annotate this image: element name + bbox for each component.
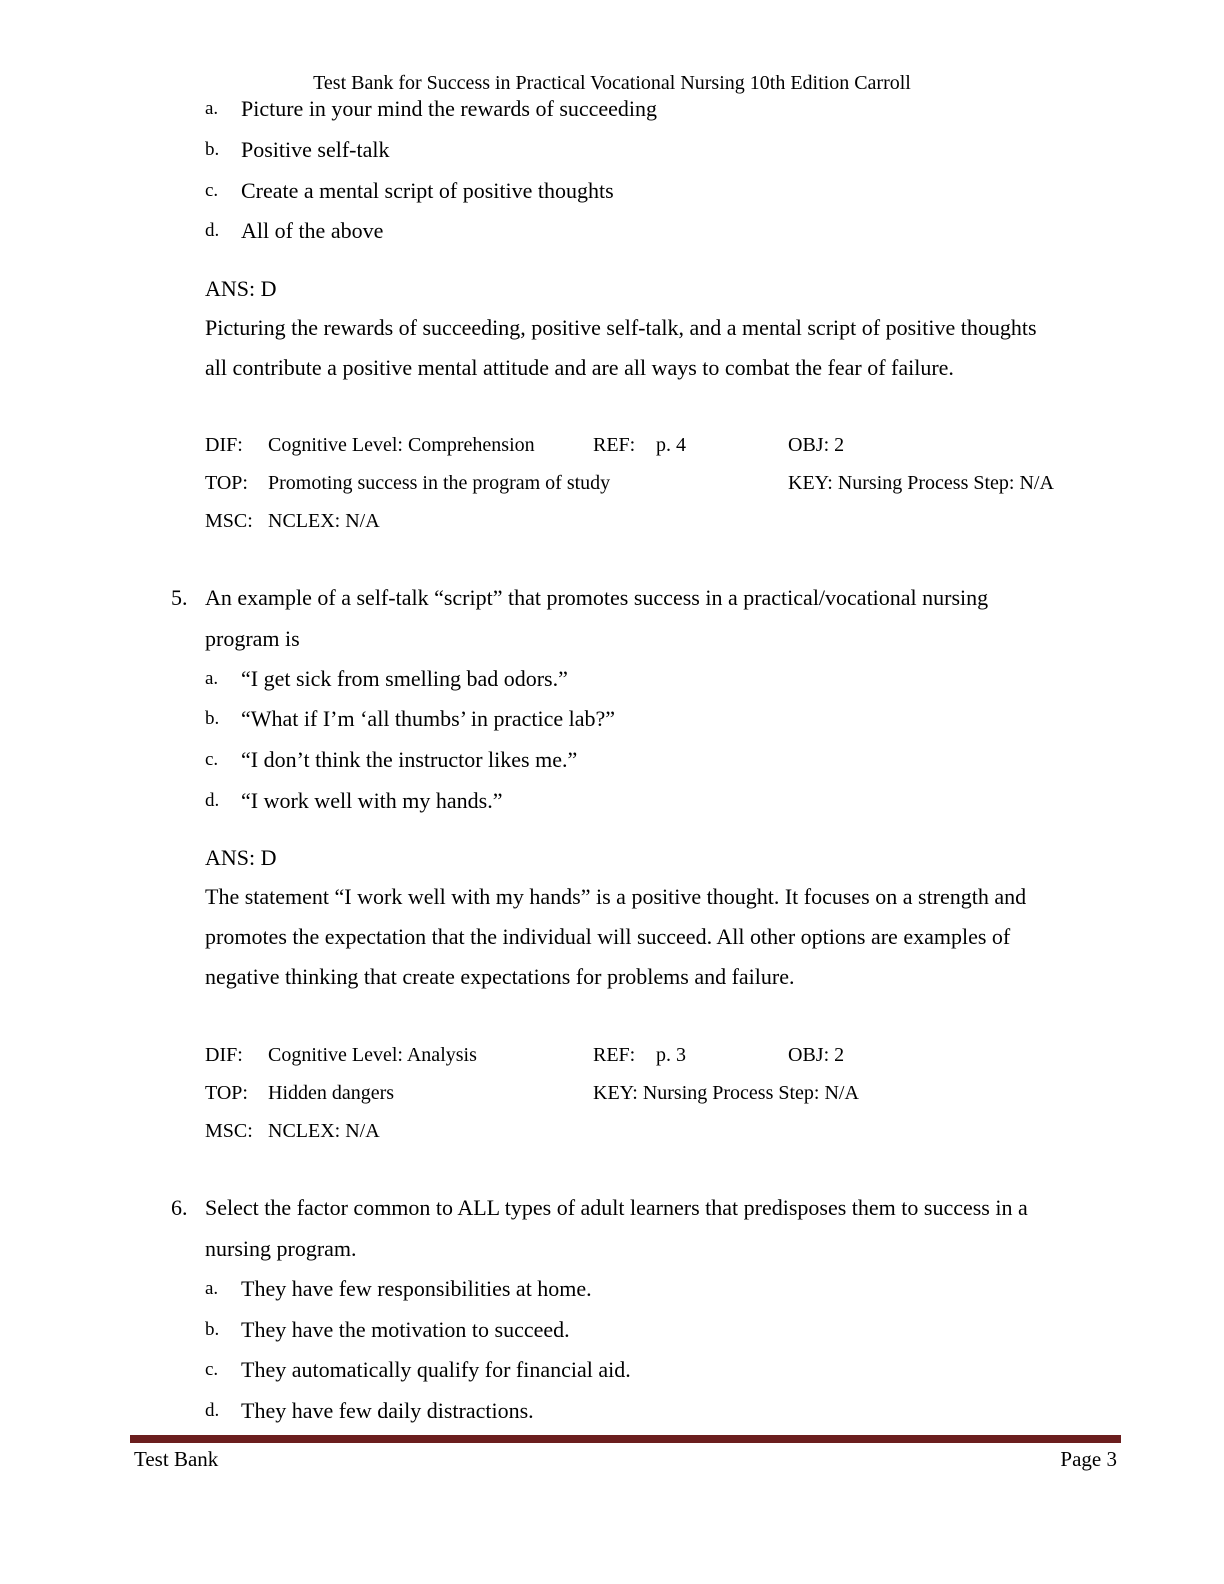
option-letter: d. [205, 790, 220, 811]
msc-label: MSC: [205, 1120, 253, 1142]
rationale-line: all contribute a positive mental attitude and are all ways to combat the fear of failure. [205, 355, 954, 380]
option-text: “I don’t think the instructor likes me.” [241, 747, 578, 772]
top-value: Promoting success in the program of study [268, 472, 611, 494]
page-number: Page 3 [1060, 1447, 1117, 1471]
option-letter: d. [205, 220, 220, 241]
option-letter: a. [205, 668, 219, 689]
obj-value: OBJ: 2 [788, 434, 845, 456]
top-label: TOP: [205, 1082, 248, 1104]
question-stem: program is [205, 626, 300, 651]
key-value: KEY: Nursing Process Step: N/A [788, 472, 1054, 494]
ref-label: REF: [593, 1044, 636, 1066]
option-letter: b. [205, 708, 220, 729]
question-stem: nursing program. [205, 1236, 357, 1261]
option-letter: b. [205, 1319, 220, 1340]
rationale-line: Picturing the rewards of succeeding, positive self-talk, and a mental script of positive thoughts [205, 315, 1037, 340]
msc-value: NCLEX: N/A [268, 510, 380, 532]
option-letter: c. [205, 180, 219, 201]
question-stem: An example of a self-talk “script” that promotes success in a practical/vocational nursing [205, 585, 989, 610]
option-text: They have few daily distractions. [241, 1398, 534, 1423]
option-text: They automatically qualify for financial aid. [241, 1357, 631, 1382]
msc-value: NCLEX: N/A [268, 1120, 380, 1142]
option-text: “What if I’m ‘all thumbs’ in practice lab?” [241, 706, 616, 731]
top-label: TOP: [205, 472, 248, 494]
option-letter: c. [205, 1359, 219, 1380]
option-letter: a. [205, 1278, 219, 1299]
rationale-line: promotes the expectation that the individual will succeed. All other options are examples of [205, 924, 1011, 949]
option-text: They have the motivation to succeed. [241, 1317, 570, 1342]
running-header: Test Bank for Success in Practical Vocational Nursing 10th Edition Carroll [313, 72, 911, 94]
dif-label: DIF: [205, 1044, 243, 1066]
option-letter: b. [205, 139, 220, 160]
rationale-line: The statement “I work well with my hands” is a positive thought. It focuses on a strength and [205, 884, 1027, 909]
question-stem: Select the factor common to ALL types of adult learners that predisposes them to success in a [205, 1195, 1028, 1220]
dif-value: Cognitive Level: Analysis [268, 1044, 477, 1066]
msc-label: MSC: [205, 510, 253, 532]
option-text: Picture in your mind the rewards of succeeding [241, 96, 658, 121]
question-number: 5. [171, 585, 188, 610]
obj-value: OBJ: 2 [788, 1044, 845, 1066]
ref-label: REF: [593, 434, 636, 456]
option-text: They have few responsibilities at home. [241, 1276, 592, 1301]
option-letter: d. [205, 1400, 220, 1421]
footer-left: Test Bank [134, 1447, 219, 1471]
answer-line: ANS: D [205, 845, 277, 870]
option-text: Positive self-talk [241, 137, 390, 162]
ref-value: p. 3 [656, 1044, 686, 1066]
option-text: “I work well with my hands.” [241, 788, 503, 813]
ref-value: p. 4 [656, 434, 686, 456]
dif-label: DIF: [205, 434, 243, 456]
top-value: Hidden dangers [268, 1082, 395, 1104]
option-letter: c. [205, 749, 219, 770]
footer-rule [130, 1435, 1121, 1443]
option-text: Create a mental script of positive thoughts [241, 178, 614, 203]
option-text: All of the above [241, 218, 384, 243]
rationale-line: negative thinking that create expectations for problems and failure. [205, 964, 795, 989]
key-value: KEY: Nursing Process Step: N/A [593, 1082, 859, 1104]
answer-line: ANS: D [205, 276, 277, 301]
option-text: “I get sick from smelling bad odors.” [241, 666, 568, 691]
option-letter: a. [205, 98, 219, 119]
dif-value: Cognitive Level: Comprehension [268, 434, 535, 456]
question-number: 6. [171, 1195, 188, 1220]
